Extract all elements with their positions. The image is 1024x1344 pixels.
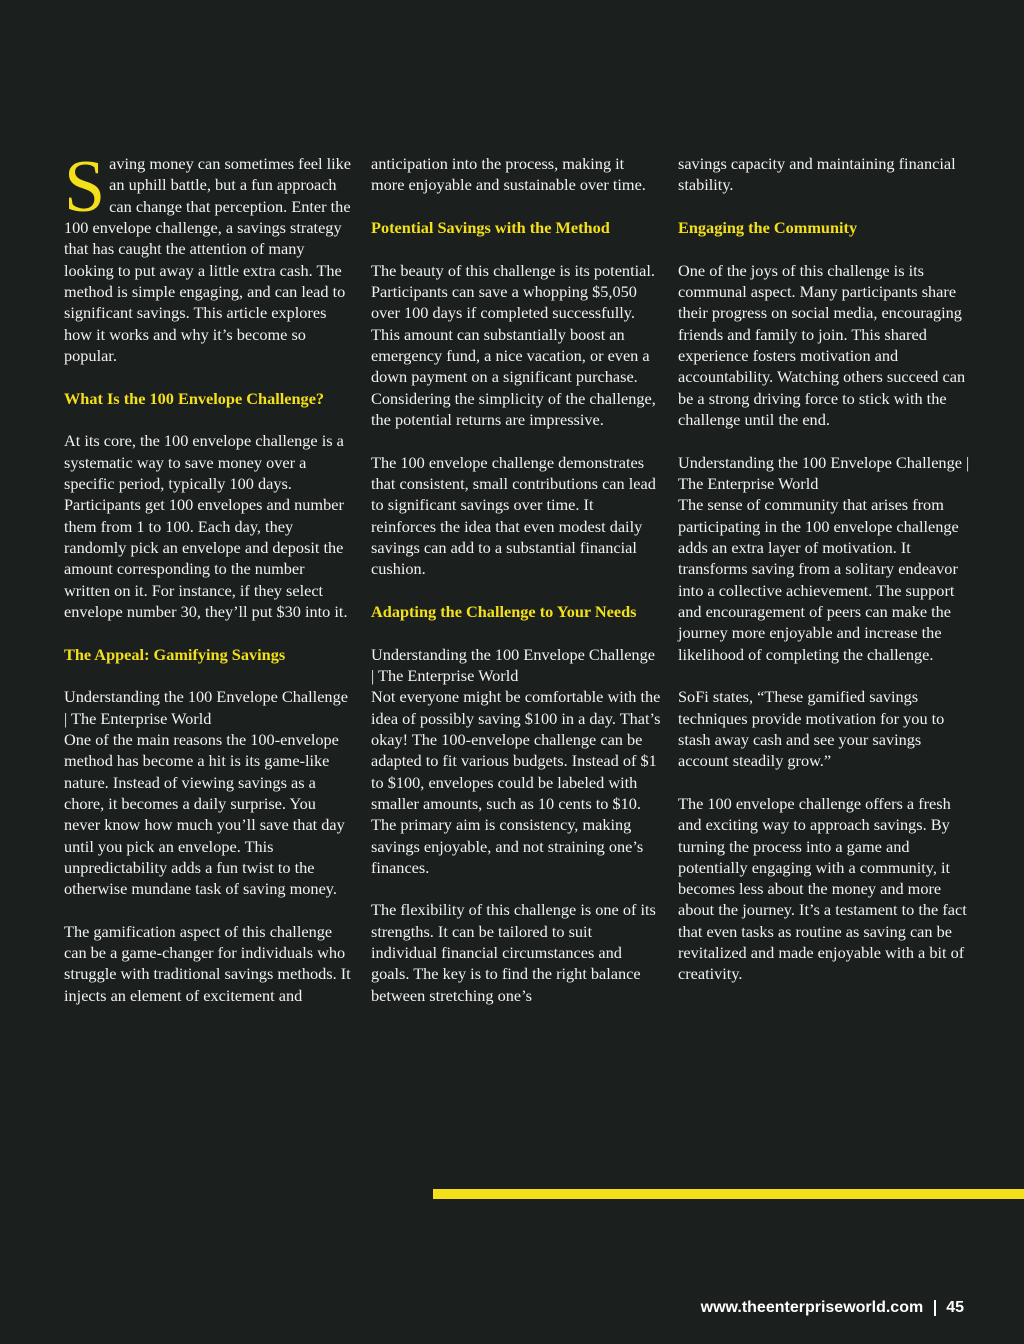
paragraph-community: One of the joys of this challenge is its communal aspect. Many participants share their progress on social media, encouraging friends and family to join. This shared experience fosters motivation and accountability. Watching others succeed can be a strong driving force to stick with the challenge until the end. bbox=[678, 260, 966, 429]
heading-potential-savings: Potential Savings with the Method bbox=[371, 217, 610, 237]
paragraph-sofi-quote: SoFi states, “These gamified savings techniques provide motivation for you to stash away cash and see your savings account steadily grow.” bbox=[678, 687, 945, 771]
article-column-1 bbox=[64, 146, 354, 1027]
image-reference-caption: Understanding the 100 Envelope Challenge | The Enterprise World bbox=[371, 644, 655, 685]
article-column-2 bbox=[371, 153, 661, 1027]
heading-adapting: Adapting the Challenge to Your Needs bbox=[371, 601, 637, 621]
paragraph-what-is: At its core, the 100 envelope challenge is a systematic way to save money over a specific period, typically 100 days. Participants get 100 envelopes and number them from 1 to 100. Each day, they randomly pick an envelope and deposit the amount corresponding to the number written on it. For instance, if they select envelope number 30, they’ll put $30 into it. bbox=[64, 431, 348, 621]
heading-what-is: What Is the 100 Envelope Challenge? bbox=[64, 388, 325, 408]
footer-divider bbox=[934, 1300, 936, 1316]
drop-cap: S bbox=[64, 146, 106, 228]
paragraph-potential-savings: The beauty of this challenge is its potential. Participants can save a whopping $5,050 over 100 days if completed successfully. This amount can substantially boost an emergency fund, a nice vacation, or even a down payment on a significant purchase. Considering the simplicity of the challenge, the potential returns are impressive. bbox=[371, 260, 656, 429]
paragraph-continuation: savings capacity and maintaining financial stability. bbox=[678, 154, 956, 195]
adapting-text: Not everyone might be comfortable with the idea of possibly saving $100 in a day. That’s okay! The 100-envelope challenge can be adapted to fit various budgets. Instead of $1 to $100, envelopes could be labeled with smaller amounts, such as 10 cents to $10. The primary aim is consistency, making savings enjoyable, and not straining one’s finances. bbox=[371, 687, 661, 877]
heading-community: Engaging the Community bbox=[678, 217, 858, 237]
sense-text: The sense of community that arises from participating in the 100 envelope challenge adds an extra layer of motivation. It transforms saving from a solitary endeavor into a collective achievement. The support and encouragement of peers can make the journey more enjoyable and increase the likelihood of completing the challenge. bbox=[678, 495, 959, 664]
heading-appeal: The Appeal: Gamifying Savings bbox=[64, 644, 286, 664]
appeal-text: One of the main reasons the 100-envelope method has become a hit is its game-like nature. Instead of viewing savings as a chore, it becomes a daily surprise. You never know how much you’ll save that day until you pick an envelope. This unpredictability adds a fun twist to the otherwise mundane task of saving money. bbox=[64, 729, 345, 899]
website-link[interactable]: www.theenterpriseworld.com bbox=[700, 1299, 924, 1316]
page-number: 45 bbox=[946, 1299, 964, 1316]
intro-paragraph bbox=[64, 146, 354, 366]
paragraph-continuation: anticipation into the process, making it more enjoyable and sustainable over time. bbox=[371, 154, 646, 195]
article-column-3 bbox=[678, 153, 973, 1006]
accent-bar bbox=[433, 1189, 1024, 1199]
paragraph-gamification: The gamification aspect of this challenge can be a game-changer for individuals who struggle with traditional savings methods. It injects an element of excitement and bbox=[64, 921, 351, 1005]
paragraph-sense-of-community bbox=[678, 452, 973, 665]
page-footer bbox=[701, 1299, 964, 1317]
paragraph-demonstrates: The 100 envelope challenge demonstrates that consistent, small contributions can lead to significant savings over time. It reinforces the idea that even modest daily savings can add to a substantial financial cushion. bbox=[371, 452, 656, 579]
paragraph-adapting bbox=[371, 644, 661, 879]
paragraph-appeal bbox=[64, 686, 354, 899]
paragraph-conclusion: The 100 envelope challenge offers a fresh and exciting way to approach savings. By turning the process into a game and potentially engaging with a community, it becomes less about the money and more about the journey. It’s a testament to the fact that even tasks as routine as saving can be revitalized and made enjoyable with a bit of creativity. bbox=[678, 793, 967, 984]
intro-text: aving money can sometimes feel like an uphill battle, but a fun approach can change that perception. Enter the 100 envelope challenge, a savings strategy that has caught the attention of many looking to put away a little extra cash. The method is simple engaging, and can lead to significant savings. This article explores how it works and why it’s become so popular. bbox=[64, 154, 352, 365]
paragraph-flexibility: The flexibility of this challenge is one of its strengths. It can be tailored to suit individual financial circumstances and goals. The key is to find the right balance between stretching one’s bbox=[371, 900, 656, 1005]
image-reference-caption: Understanding the 100 Envelope Challenge | The Enterprise World bbox=[64, 687, 348, 728]
image-reference-caption: Understanding the 100 Envelope Challenge | The Enterprise World bbox=[678, 452, 970, 493]
